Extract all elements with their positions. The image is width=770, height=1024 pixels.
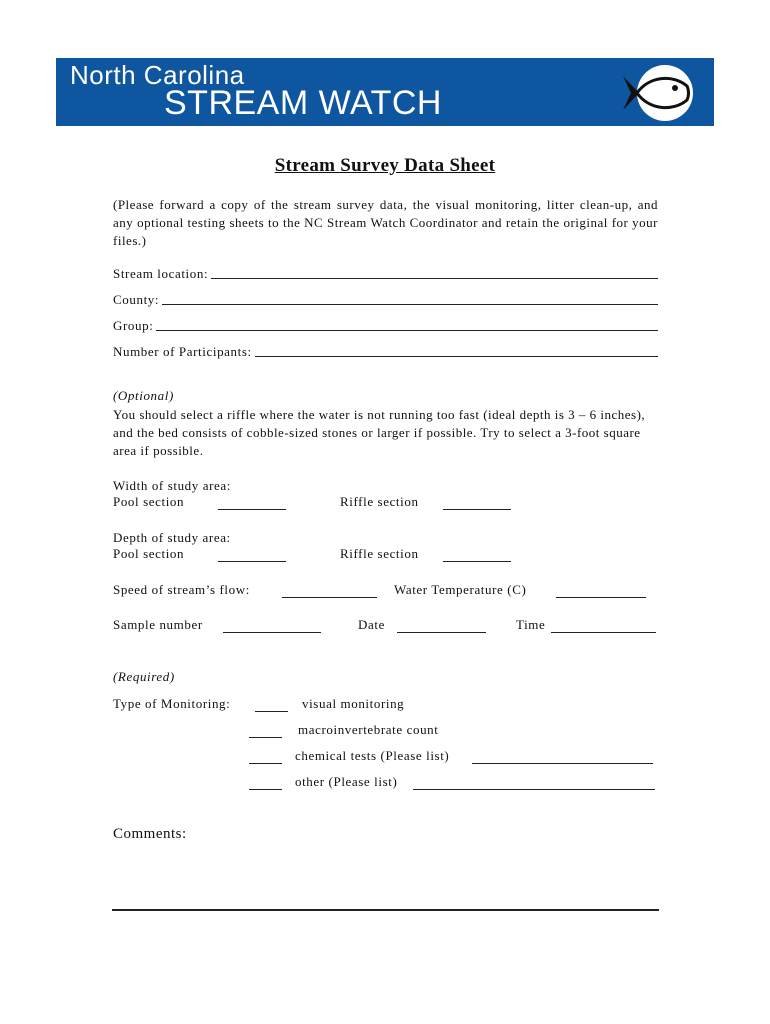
other-blank[interactable] [413, 788, 655, 790]
header-title-line1: North Carolina [70, 60, 245, 90]
county-field[interactable] [113, 292, 658, 308]
stream-location-field[interactable] [113, 266, 658, 282]
page-title: Stream Survey Data Sheet [274, 155, 496, 176]
width-riffle-blank[interactable] [443, 508, 511, 510]
depth-pool-blank[interactable] [218, 560, 286, 562]
other-checkbox[interactable] [249, 788, 282, 790]
group-label: Group: [113, 318, 154, 333]
intro-text: (Please forward a copy of the stream survey data, the visual monitoring, litter clean-up, and any optional testing sheets to the NC Stream Watch Coordinator and retain the original for your files.) [113, 197, 658, 248]
option-other: other (Please list) [295, 774, 398, 789]
time-blank[interactable] [551, 631, 656, 633]
temperature-blank[interactable] [556, 596, 646, 598]
sample-number-blank[interactable] [223, 631, 321, 633]
fish-logo-icon [617, 62, 697, 124]
speed-blank[interactable] [282, 596, 377, 598]
date-blank[interactable] [397, 631, 486, 633]
time-label: Time [516, 617, 546, 632]
depth-riffle-label: Riffle section [340, 546, 419, 561]
header-title-line2: STREAM WATCH [164, 84, 442, 122]
width-pool-label: Pool section [113, 494, 185, 509]
option-macroinvertebrate: macroinvertebrate count [298, 722, 439, 737]
optional-instructions: You should select a riffle where the water is not running too fast (ideal depth is 3 – 6 inches), and the bed consists of cobble-sized stones or larger if possible. Try to select a 3-foot square area if possible. [113, 407, 646, 458]
speed-label: Speed of stream’s flow: [113, 582, 250, 597]
chemical-tests-checkbox[interactable] [249, 762, 282, 764]
option-visual-monitoring: visual monitoring [302, 696, 405, 711]
depth-area-label: Depth of study area: [113, 530, 231, 545]
group-field[interactable] [113, 318, 658, 334]
visual-monitoring-checkbox[interactable] [255, 710, 288, 712]
width-riffle-label: Riffle section [340, 494, 419, 509]
temperature-label: Water Temperature (C) [394, 582, 527, 597]
county-label: County: [113, 292, 160, 307]
width-pool-blank[interactable] [218, 508, 286, 510]
depth-riffle-blank[interactable] [443, 560, 511, 562]
sample-number-label: Sample number [113, 617, 203, 632]
optional-heading: (Optional) [113, 388, 174, 403]
date-label: Date [358, 617, 385, 632]
header-banner [56, 58, 714, 126]
participants-field[interactable] [113, 344, 658, 360]
comments-line[interactable] [112, 909, 659, 911]
option-chemical-tests: chemical tests (Please list) [295, 748, 450, 763]
stream-location-label: Stream location: [113, 266, 209, 281]
chemical-tests-blank[interactable] [472, 762, 653, 764]
required-heading: (Required) [113, 669, 175, 684]
monitoring-type-label: Type of Monitoring: [113, 696, 231, 711]
depth-pool-label: Pool section [113, 546, 185, 561]
participants-label: Number of Participants: [113, 344, 252, 359]
width-area-label: Width of study area: [113, 478, 231, 493]
macroinvertebrate-checkbox[interactable] [249, 736, 282, 738]
comments-label: Comments: [113, 826, 187, 842]
